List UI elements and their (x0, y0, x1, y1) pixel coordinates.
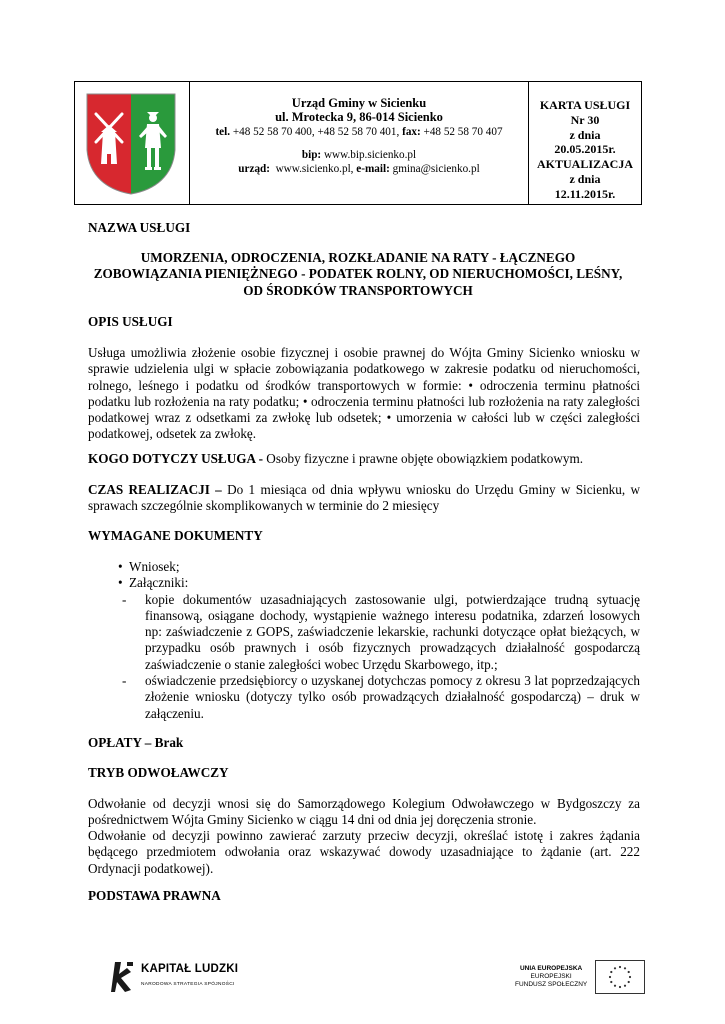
office-web: urząd: www.sicienko.pl, e-mail: gmina@sicienko.pl (238, 163, 480, 176)
office-phones: tel. +48 52 58 70 400, +48 52 58 70 401, fax: +48 52 58 70 407 (215, 125, 503, 138)
list-item: • Wniosek; (103, 559, 640, 575)
card-line: Nr 30 (570, 112, 600, 127)
documents-heading: WYMAGANE DOKUMENTY (88, 528, 263, 543)
eu-flag-icon (595, 960, 645, 994)
time-paragraph: CZAS REALIZACJI – Do 1 miesiąca od dnia wpływu wniosku do Urzędu Gminy w Sicienku, w sprawach szczególnie skomplikowanych w terminie do 2 miesięcy (88, 482, 641, 514)
who-paragraph: KOGO DOTYCZY USŁUGA - Osoby fizyczne i prawne objęte obowiązkiem podatkowym. (88, 451, 584, 466)
list-item: • Załączniki: (103, 575, 640, 591)
service-name-heading: NAZWA USŁUGI (88, 220, 191, 235)
website-link[interactable]: www.sicienko.pl, (275, 163, 354, 176)
office-address: ul. Mrotecka 9, 86-014 Sicienko (275, 110, 443, 125)
eu-logo: UNIA EUROPEJSKA EUROPEJSKI FUNDUSZ SPOŁECZNY (515, 960, 645, 994)
office-name: Urząd Gminy w Sicienku (291, 96, 427, 110)
office-bip: bip: www.bip.sicienko.pl (301, 148, 417, 161)
attachment-item: - kopie dokumentów uzasadniających zastosowanie ulgi, potwierdzające trudną sytuację finansową, osiągane dochody, wystąpienie ważnego interesu podatnika, zdarzeń losowych np: zaświadczenie z GOPS, zaświadczenie lekarskie, rachunki dotyczące opłat bieżących, w przypadku osób prawnych i osób fizycznych prowadzących działalność gospodarczą zaświadczenie o stanie zaległości wobec Urzędu Skarbowego, itp.; (122, 591, 640, 672)
appeal-paragraph-2: Odwołanie od decyzji powinno zawierać zarzuty przeciw decyzji, określać istotę i zakres żądania będącego przedmiotem odwołania oraz wskazywać dowody uzasadniające to żądanie (art. 222 Ordynacji podatkowej). (88, 828, 640, 876)
card-line: z dnia (569, 127, 601, 142)
bip-link[interactable]: www.bip.sicienko.pl (323, 148, 417, 161)
kapital-ludzki-logo: KAPITAŁ LUDZKI NARODOWA STRATEGIA SPÓJNOŚCI (111, 960, 238, 994)
card-line: KARTA USŁUGI (539, 98, 631, 112)
legal-basis-heading: PODSTAWA PRAWNA (88, 888, 221, 903)
email-link[interactable]: gmina@sicienko.pl (392, 163, 480, 176)
card-line: AKTUALIZACJA (536, 157, 633, 172)
crest-cell (75, 82, 190, 204)
service-title: UMORZENIA, ODROCZENIA, ROZKŁADANIE NA RATY - ŁĄCZNEGO ZOBOWIĄZANIA PIENIĘŻNEGO - PODATEK ROLNY, OD NIERUCHOMOŚCI, LEŚNY, OD ŚRODKÓW TRANSPORTOWYCH (93, 250, 623, 298)
fees-heading: OPŁATY – Brak (88, 735, 184, 750)
description-text: Usługa umożliwia złożenie osobie fizycznej i osobie prawnej do Wójta Gminy Sicienko wniosku w sprawie udzielenia ulgi w spłacie zobowiązania podatkowego w zakresie podatku od nieruchomości, rolnego, leśnego i podatku od środków transportowych w formie: • odroczenia terminu płatności podatku lub rozłożenia na raty podatku; • odroczenia terminu płatności lub rozłożenia na raty zaległości podatkowej wraz z odsetkami za zwłokę lub odsetek; • umorzenia w całości lub w części zaległości podatkowej, odsetek za zwłokę. (88, 345, 640, 442)
service-card-cell (529, 82, 641, 204)
appeal-heading: TRYB ODWOŁAWCZY (88, 765, 229, 780)
documents-list (103, 559, 640, 722)
description-heading: OPIS USŁUGI (88, 314, 173, 329)
coat-of-arms-icon (85, 92, 177, 196)
appeal-paragraph-1: Odwołanie od decyzji wnosi się do Samorządowego Kolegium Odwoławczego w Bydgoszczy za pośrednictwem Wójta Gminy Sicienko w ciągu 14 dni od dnia jej doręczenia stronie. (88, 796, 640, 828)
office-info-cell (190, 82, 529, 204)
attachment-item: - oświadczenie przedsiębiorcy o uzyskanej dotychczas pomocy z okresu 3 lat poprzedzających złożenie wniosku (dotyczy tylko osób prowadzących działalność gospodarczą) – druk w załączeniu. (122, 673, 640, 721)
kapital-ludzki-icon (111, 960, 135, 994)
card-line: 12.11.2015r. (554, 186, 616, 201)
header-table (74, 81, 642, 205)
card-line: z dnia (569, 171, 601, 186)
card-line: 20.05.2015r. (554, 142, 616, 157)
